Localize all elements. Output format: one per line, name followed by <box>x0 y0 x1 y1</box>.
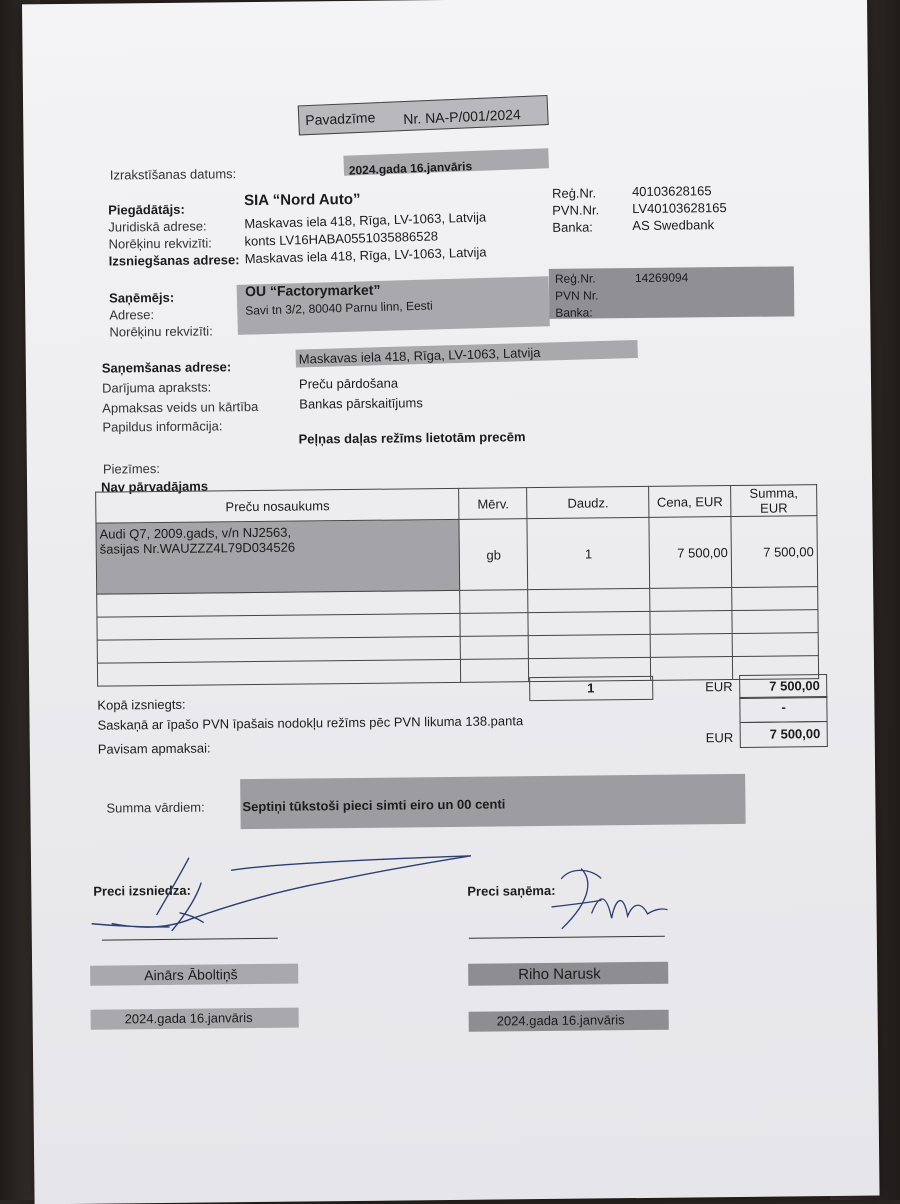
total-currency: EUR <box>705 730 734 746</box>
item-name-line1: Audi Q7, 2009.gads, v/n NJ2563, <box>99 524 292 542</box>
col-header-price: Cena, EUR <box>649 486 731 518</box>
payment-label: Apmaksas veids un kārtība <box>102 398 259 416</box>
item-unit: gb <box>459 519 528 591</box>
issued-sum: 7 500,00 <box>769 678 820 694</box>
receiver-reg: 14269094 <box>634 270 689 286</box>
supplier-name: SIA “Nord Auto” <box>244 190 361 210</box>
supplier-vat: LV40103628165 <box>632 200 727 217</box>
supplier-issue-address: Maskavas iela 418, Rīga, LV-1063, Latvija <box>244 244 487 267</box>
supplier-vat-label: PVN.Nr. <box>552 202 600 218</box>
title-box <box>298 95 549 135</box>
receiver-name: OU “Factorymarket” <box>244 281 381 300</box>
supplier-bank: AS Swedbank <box>632 217 715 234</box>
receive-address: Maskavas iela 418, Rīga, LV-1063, Latvija <box>298 344 541 367</box>
issue-address-label: Izsniegšanas adrese: <box>108 252 240 269</box>
col-header-unit: Mērv. <box>459 488 527 520</box>
supplier-legal-address: Maskavas iela 418, Rīga, LV-1063, Latvija <box>244 209 487 232</box>
issued-qty: 1 <box>587 680 595 696</box>
issue-date-label: Izrakstīšanas datums: <box>109 166 237 183</box>
receiver-vat-label: PVN Nr. <box>555 288 599 303</box>
receiver-date: 2024.gada 16.janvāris <box>496 1012 625 1029</box>
supplier-bank-account: konts LV16HABA0551035886528 <box>244 228 439 249</box>
words-value: Septiņi tūkstoši pieci simti eiro un 00 centi <box>242 796 506 815</box>
total-sum: 7 500,00 <box>769 726 821 742</box>
receiver-name: Riho Narusk <box>518 965 601 984</box>
vat-note: Saskaņā ar īpašo PVN īpašais nodokļu režīms pēc PVN likuma 138.panta <box>97 713 524 733</box>
issued-currency: EUR <box>705 679 733 695</box>
receiver-bank-details-label: Norēķinu rekvizīti: <box>109 323 213 340</box>
notes-label: Piezīmes: <box>102 461 161 477</box>
payment-value: Bankas pārskaitījums <box>299 395 423 412</box>
receiver-label: Saņēmējs: <box>109 289 175 306</box>
words-label: Summa vārdiem: <box>106 799 205 816</box>
supplier-label: Piegādātājs: <box>108 201 185 218</box>
item-price: 7 500,00 <box>649 517 732 589</box>
transaction-value: Preču pārdošana <box>298 375 399 392</box>
issue-date: 2024.gada 16.janvāris <box>348 159 473 178</box>
invoice-sheet <box>22 0 880 1204</box>
item-sum: 7 500,00 <box>731 516 818 588</box>
supplier-reg-label: Reģ.Nr. <box>551 185 597 201</box>
col-header-sum: Summa, EUR <box>731 485 817 517</box>
table-row <box>96 516 818 595</box>
issuer-name: Ainārs Āboltiņš <box>144 966 238 984</box>
supplier-reg: 40103628165 <box>631 183 712 200</box>
extra-info-label: Papildus informācija: <box>102 418 223 435</box>
receiver-address-label: Adrese: <box>109 307 155 323</box>
items-table <box>95 484 819 687</box>
received-by-label: Preci saņēma: <box>467 882 556 899</box>
receiver-bank-label: Banka: <box>555 305 593 320</box>
legal-address-label: Juridiskā adrese: <box>108 218 207 235</box>
issuer-date: 2024.gada 16.janvāris <box>124 1010 253 1027</box>
regime-text: Peļņas daļas režīms lietotām precēm <box>298 429 526 447</box>
vat-value: - <box>781 699 786 715</box>
document-number: Nr. NA-P/001/2024 <box>403 106 522 128</box>
receiver-signature <box>531 858 672 939</box>
total-label: Pavisam apmaksai: <box>97 740 211 757</box>
no-transport-text: Nav pārvadājams <box>101 478 209 495</box>
issued-total-label: Kopā izsniegts: <box>97 696 186 713</box>
item-name-cell <box>96 519 460 594</box>
supplier-bank-label: Banka: <box>552 219 593 235</box>
receive-address-label: Saņemšanas adrese: <box>101 359 232 376</box>
document-title: Pavadzīme <box>304 109 376 129</box>
receiver-address: Savi tn 3/2, 80040 Parnu linn, Eesti <box>245 298 433 318</box>
item-qty: 1 <box>527 517 650 589</box>
transaction-label: Darījuma apraksts: <box>101 379 212 396</box>
col-header-qty: Daudz. <box>527 486 649 518</box>
item-name-line2: šasijas Nr.WAUZZZ4L79D034526 <box>99 539 296 557</box>
receiver-reg-label: Reģ.Nr. <box>554 271 596 286</box>
supplier-bank-details-label: Norēķinu rekvizīti: <box>108 235 212 252</box>
issued-by-label: Preci izsniedza: <box>93 882 191 899</box>
issuer-signature <box>71 850 492 944</box>
col-header-name: Preču nosaukums <box>96 488 460 523</box>
